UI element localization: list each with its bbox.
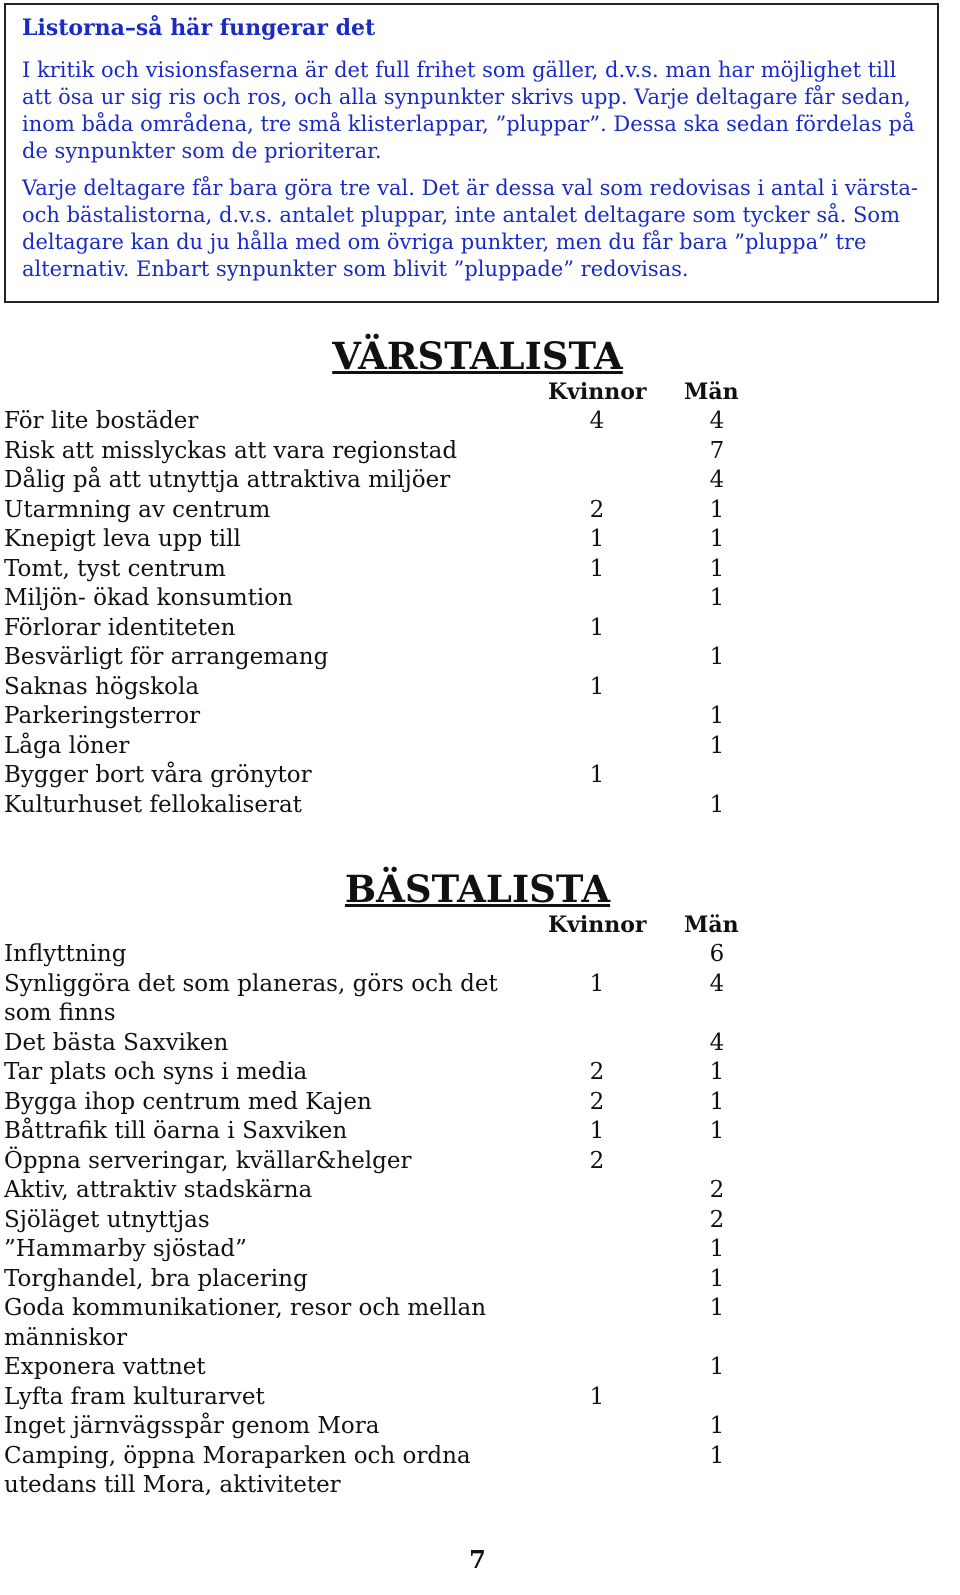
row-men-count: 1	[709, 526, 725, 552]
list-row	[4, 614, 764, 644]
row-label: Knepigt leva upp till	[4, 526, 241, 552]
best-list-title: BÄSTALISTA	[344, 867, 611, 911]
row-label: Lyfta fram kulturarvet	[4, 1383, 265, 1410]
list-row	[4, 1412, 764, 1442]
row-men-count: 1	[709, 1442, 725, 1469]
row-women-count: 1	[589, 673, 605, 700]
row-men-count: 1	[709, 1118, 725, 1144]
row-label: Låga löner	[4, 732, 130, 759]
worst-list-title: VÄRSTALISTA	[332, 334, 623, 378]
list-row	[4, 940, 764, 970]
list-row	[4, 1029, 764, 1059]
list-row	[4, 1117, 764, 1147]
list-row	[4, 1147, 764, 1177]
row-label: Camping, öppna Moraparken och ordna utedans till Mora, aktiviteter	[4, 1442, 471, 1498]
row-women-count: 2	[589, 1059, 605, 1085]
list-row	[4, 1442, 764, 1501]
list-row	[4, 1294, 764, 1353]
list-row	[4, 496, 764, 526]
row-label: Goda kommunikationer, resor och mellan människor	[4, 1295, 487, 1351]
list-row	[4, 732, 764, 762]
row-men-count: 1	[709, 1295, 725, 1321]
row-men-count: 1	[709, 1354, 725, 1380]
list-row	[4, 1383, 764, 1413]
row-label: Saknas högskola	[4, 673, 200, 700]
row-women-count: 1	[589, 526, 605, 552]
info-paragraph-1: I kritik och visionsfaserna är det full frihet som gäller, d.v.s. man har möjlighet till att ösa ur sig ris och ros, och alla synpunkter skrivs upp. Varje deltagare får sedan, inom båda områdena, tre små klisterlappar, ”pluppar”. Dessa ska sedan fördelas på de synpunkter som de prioriterar.	[22, 58, 915, 163]
row-women-count: 4	[589, 408, 605, 434]
row-men-count: 1	[709, 585, 725, 611]
row-label: Sjöläget utnyttjas	[4, 1206, 210, 1233]
row-men-count: 1	[709, 1059, 725, 1085]
row-label: Utarmning av centrum	[4, 496, 271, 523]
list-row	[4, 970, 764, 1029]
row-label: Det bästa Saxviken	[4, 1029, 229, 1056]
row-label: Dålig på att utnyttja attraktiva miljöer	[4, 467, 451, 493]
list-row	[4, 673, 764, 703]
list-row	[4, 1353, 764, 1383]
row-label: Risk att misslyckas att vara regionstad	[4, 437, 458, 464]
row-label: Öppna serveringar, kvällar&helger	[4, 1147, 412, 1174]
info-title: Listorna–så här fungerar det	[22, 15, 376, 41]
row-men-count: 1	[709, 1413, 725, 1439]
best-list	[4, 940, 764, 1501]
worst-col-men: Män	[684, 379, 739, 405]
list-row	[4, 466, 764, 496]
row-men-count: 1	[709, 1236, 725, 1262]
list-row	[4, 1176, 764, 1206]
row-women-count: 2	[589, 1088, 605, 1115]
row-men-count: 4	[709, 970, 725, 997]
row-men-count: 1	[709, 1265, 725, 1292]
list-row	[4, 1088, 764, 1118]
list-row	[4, 437, 764, 467]
row-label: Synliggöra det som planeras, görs och det som finns	[4, 970, 498, 1026]
row-men-count: 1	[709, 555, 725, 582]
row-label: Båttrafik till öarna i Saxviken	[4, 1118, 348, 1144]
list-row	[4, 525, 764, 555]
row-label: Parkeringsterror	[4, 703, 201, 729]
list-row	[4, 555, 764, 585]
row-men-count: 7	[709, 437, 725, 464]
row-label: Aktiv, attraktiv stadskärna	[4, 1177, 313, 1203]
row-men-count: 2	[709, 1206, 725, 1233]
row-men-count: 1	[709, 496, 725, 523]
row-label: Exponera vattnet	[4, 1354, 206, 1380]
row-label: Inflyttning	[4, 941, 127, 967]
row-label: Torghandel, bra placering	[4, 1265, 308, 1292]
page-number: 7	[469, 1545, 486, 1574]
row-label: Bygga ihop centrum med Kajen	[4, 1088, 372, 1115]
row-label: Miljön- ökad konsumtion	[4, 585, 293, 611]
row-men-count: 1	[709, 732, 725, 759]
list-row	[4, 761, 764, 791]
info-box	[4, 3, 939, 303]
list-row	[4, 1265, 764, 1295]
row-men-count: 4	[709, 408, 725, 434]
row-women-count: 1	[589, 1383, 605, 1410]
row-women-count: 1	[589, 614, 605, 641]
row-men-count: 1	[709, 1088, 725, 1115]
row-men-count: 4	[709, 467, 725, 493]
list-row	[4, 702, 764, 732]
row-label: ”Hammarby sjöstad”	[4, 1236, 247, 1262]
row-label: Bygger bort våra grönytor	[4, 762, 312, 788]
worst-col-women: Kvinnor	[548, 379, 647, 405]
list-row	[4, 643, 764, 673]
row-men-count: 6	[709, 941, 725, 967]
row-women-count: 1	[589, 1118, 605, 1144]
row-women-count: 1	[589, 970, 605, 997]
row-women-count: 2	[589, 496, 605, 523]
row-men-count: 4	[709, 1029, 725, 1056]
best-col-men: Män	[684, 912, 739, 938]
info-paragraph-2: Varje deltagare får bara göra tre val. Det är dessa val som redovisas i antal i värsta- och bästalistorna, d.v.s. antalet pluppar, inte antalet deltagare som tycker så. Som deltagare kan du ju hålla med om övriga punkter, men du får bara ”pluppa” tre alternativ. Enbart synpunkter som blivit ”pluppade” redovisas.	[22, 176, 918, 281]
best-col-women: Kvinnor	[548, 912, 647, 938]
row-label: Förlorar identiteten	[4, 614, 236, 641]
row-label: Besvärligt för arrangemang	[4, 644, 329, 670]
row-label: Tar plats och syns i media	[4, 1059, 308, 1085]
row-label: För lite bostäder	[4, 408, 199, 434]
row-label: Kulturhuset fellokaliserat	[4, 791, 302, 818]
list-row	[4, 1206, 764, 1236]
row-women-count: 2	[589, 1147, 605, 1174]
list-row	[4, 407, 764, 437]
row-men-count: 1	[709, 791, 725, 818]
list-row	[4, 584, 764, 614]
list-row	[4, 791, 764, 821]
list-row	[4, 1235, 764, 1265]
row-label: Tomt, tyst centrum	[4, 555, 226, 582]
row-men-count: 1	[709, 644, 725, 670]
list-row	[4, 1058, 764, 1088]
worst-list	[4, 407, 764, 820]
row-women-count: 1	[589, 762, 605, 788]
row-men-count: 2	[709, 1177, 725, 1203]
row-label: Inget järnvägsspår genom Mora	[4, 1413, 380, 1439]
row-men-count: 1	[709, 703, 725, 729]
row-women-count: 1	[589, 555, 605, 582]
